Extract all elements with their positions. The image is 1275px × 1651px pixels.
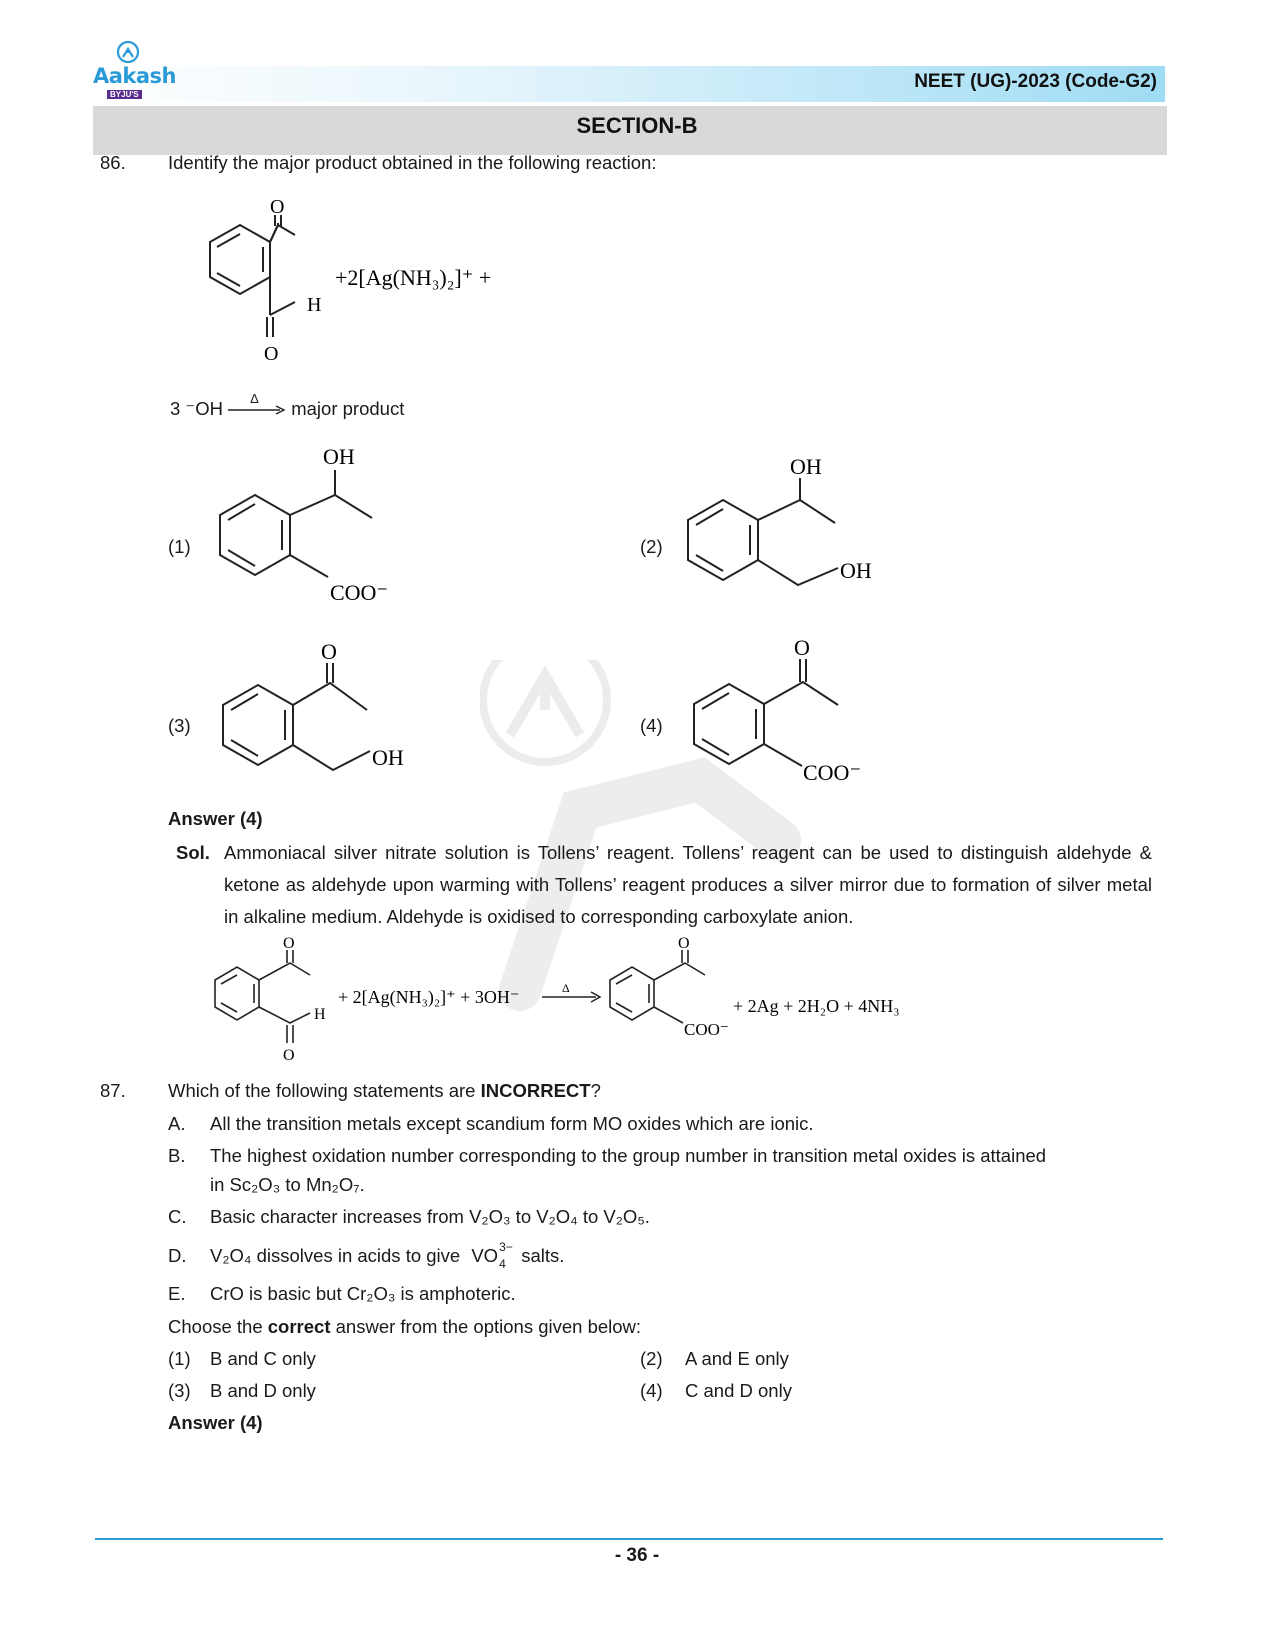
q86-reagent-prefix: 3 ⁻OH	[170, 398, 223, 419]
q86-reaction-arrow	[228, 391, 286, 421]
q87-choose	[168, 1315, 641, 1339]
q86-opt3-oh: OH	[372, 745, 404, 770]
q87-number: 87.	[100, 1080, 126, 1101]
q86-delta: Δ	[250, 391, 259, 406]
q87-stmt-d-sup: 3−	[499, 1240, 513, 1254]
q87-choose-bold: correct	[267, 1316, 331, 1337]
q86-answer: Answer (4)	[168, 808, 263, 829]
q86-solution-text: Ammoniacal silver nitrate solution is Tollens’ reagent. Tollens’ reagent can be used to distinguish aldehyde & ketone as aldehyde upon warming with Tollens’ reagent produces a silver mirror due to formation of silver metal in alkaline medium. Aldehyde is oxidised to corresponding carboxylate anion.	[224, 842, 1152, 927]
q87-option-1-label: (1)	[168, 1348, 191, 1369]
eq-product-coo: COO⁻	[684, 1020, 729, 1039]
q86-solution	[176, 837, 1152, 933]
eq-reactant	[215, 935, 326, 1064]
eq-delta: Δ	[562, 981, 570, 995]
page-number: - 36 -	[614, 1545, 660, 1566]
exam-title: NEET (UG)-2023 (Code-G2)	[914, 71, 1157, 92]
q87-option-2-label: (2)	[640, 1348, 663, 1369]
q87-option-4-label: (4)	[640, 1380, 663, 1401]
q87-stmt-b-text: The highest oxidation number corresponding to the group number in transition metal oxides is attained	[210, 1145, 1047, 1166]
q86-option-2-structure	[680, 450, 890, 600]
q86-question: Identify the major product obtained in the following reaction:	[168, 152, 657, 173]
eq-reactant-h: H	[314, 1006, 326, 1023]
footer-line	[95, 1538, 1163, 1540]
q87-stmt-e-label: E.	[168, 1283, 186, 1304]
q87-choose-prefix: Choose the	[168, 1316, 263, 1337]
q86-reactant-o-top: O	[270, 196, 285, 218]
q86-opt3-o: O	[321, 639, 337, 664]
q86-number: 86.	[100, 152, 126, 173]
q86-solution-equation	[210, 935, 930, 1063]
q86-opt2-oh-right: OH	[840, 558, 872, 583]
q87-option-3-text: B and D only	[210, 1380, 316, 1401]
q87-question-suffix: ?	[590, 1080, 601, 1101]
eq-product	[610, 935, 729, 1039]
q87-stmt-d-prefix: V₂O₄ dissolves in acids to give	[210, 1245, 461, 1266]
q87-stmt-b-text2: in Sc₂O₃ to Mn₂O₇.	[210, 1174, 365, 1195]
q86-reactant-o-bottom: O	[264, 343, 279, 365]
logo-sub: BYJU'S	[107, 90, 142, 99]
q86-opt2-oh-top: OH	[790, 454, 822, 479]
q86-sol-label: Sol.	[176, 842, 210, 863]
q86-opt4-o: O	[794, 635, 810, 660]
q86-option-4-structure	[686, 632, 896, 787]
q87-stmt-d-suffix: salts.	[521, 1245, 565, 1266]
eq-products-text: + 2Ag + 2H₂O + 4NH₃	[733, 996, 900, 1016]
section-title: SECTION-B	[576, 113, 698, 138]
q87-stmt-c-text: Basic character increases from V₂O₃ to V₂O₄ to V₂O₅.	[210, 1206, 650, 1227]
q87-stmt-b-label: B.	[168, 1145, 186, 1166]
q86-option-1-label: (1)	[168, 536, 191, 557]
logo-text: Aakash	[93, 64, 177, 88]
q87-stmt-d-formula-base: VO	[471, 1245, 499, 1266]
eq-reactant-o-bottom: O	[283, 1047, 295, 1064]
q87-choose-suffix: answer from the options given below:	[335, 1316, 642, 1337]
q87-option-3-label: (3)	[168, 1380, 191, 1401]
q87-stmt-d-label: D.	[168, 1245, 187, 1266]
eq-reagents: + 2[Ag(NH₃)₂]⁺ + 3OH⁻	[338, 987, 520, 1007]
q87-option-1-text: B and C only	[210, 1348, 316, 1369]
q87-stmt-e-text: CrO is basic but Cr₂O₃ is amphoteric.	[210, 1283, 516, 1304]
q87-stmt-c-label: C.	[168, 1206, 187, 1227]
q86-option-4-label: (4)	[640, 715, 663, 736]
q86-reactant-h: H	[307, 294, 322, 316]
q87-question-bold: INCORRECT	[480, 1080, 591, 1101]
q86-reagent-suffix: major product	[291, 398, 405, 419]
q87-stmt-d-formula	[471, 1240, 516, 1271]
q87-stmt-d	[210, 1240, 565, 1271]
q86-opt1-oh: OH	[323, 444, 355, 469]
q87-stmt-d-sub: 4	[499, 1257, 506, 1271]
q87-question	[168, 1079, 601, 1103]
aakash-logo-icon	[115, 40, 145, 66]
q86-option-3-label: (3)	[168, 715, 191, 736]
q87-stmt-a-label: A.	[168, 1113, 186, 1134]
q87-stmt-a-text: All the transition metals except scandium form MO oxides which are ionic.	[210, 1113, 814, 1134]
q87-option-4-text: C and D only	[685, 1380, 792, 1401]
q86-option-1-structure	[210, 440, 410, 610]
q86-option-3-structure	[215, 635, 425, 785]
q86-reagent-text: +2[Ag(NH₃)₂]⁺ +	[335, 265, 492, 290]
q87-answer: Answer (4)	[168, 1412, 263, 1433]
q86-reactant-structure	[170, 195, 550, 370]
q86-option-2-label: (2)	[640, 536, 663, 557]
aakash-logo	[93, 40, 183, 102]
q87-option-2-text: A and E only	[685, 1348, 789, 1369]
eq-product-o: O	[678, 935, 690, 952]
q86-opt4-coo: COO⁻	[803, 760, 862, 785]
q87-question-prefix: Which of the following statements are	[168, 1080, 476, 1101]
eq-reactant-o-top: O	[283, 935, 295, 952]
q86-reagent-line	[170, 391, 405, 421]
q86-opt1-coo: COO⁻	[330, 580, 389, 605]
